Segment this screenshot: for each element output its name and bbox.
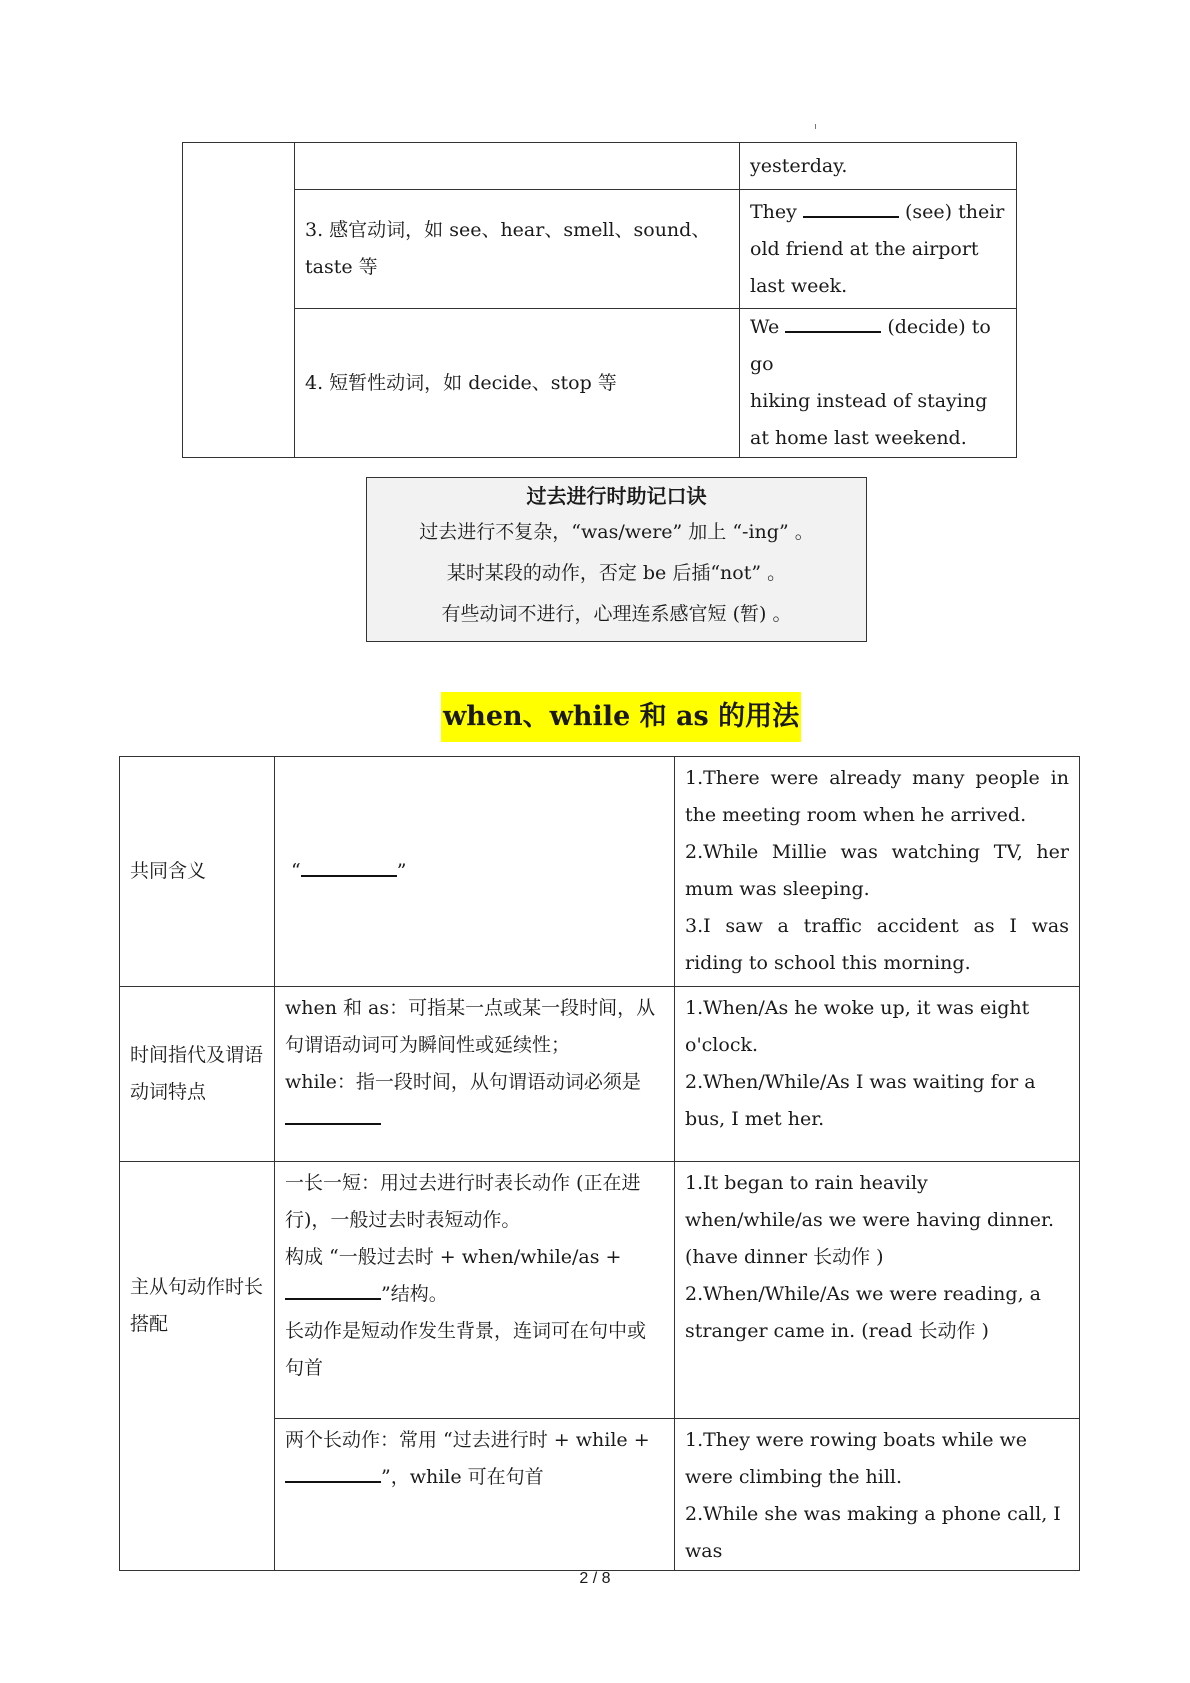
meaning-cell (275, 757, 675, 987)
answer-blank[interactable] (301, 856, 397, 877)
example-text: They (750, 200, 797, 223)
example-text: 1.There were already many people in the meeting room when he arrived. (685, 767, 1069, 826)
mnemonic-line: 过去进行不复杂，“was/were” 加上 “-ing” 。 (419, 521, 814, 543)
example-cell (675, 1162, 1080, 1419)
rule-text: when 和 as：可指某一点或某一段时间，从句谓语动词可为瞬间性或延续性； (285, 997, 656, 1056)
label-text: 共同含义 (130, 860, 207, 882)
example-text: 1.It began to rain heavily when/while/as we were having dinner. (have dinner 长动作 ) (685, 1172, 1055, 1268)
example-text: 1.When/As he woke up, it was eight o'clock. (685, 997, 1030, 1056)
verb-table-continued (182, 142, 1017, 458)
example-cell (675, 757, 1080, 987)
quote-mark: “ (291, 860, 301, 882)
example-text: yesterday. (750, 154, 848, 177)
example-text: 3.I saw a traffic accident as I was riding to school this morning. (685, 915, 1069, 974)
example-cell (675, 987, 1080, 1162)
example-cell (740, 143, 1017, 190)
rule-text: while：指一段时间，从句谓语动词必须是 (285, 1071, 641, 1093)
mnemonic-line: 有些动词不进行，心理连系感官短 (暂) 。 (441, 603, 792, 625)
short-verbs-desc (295, 309, 740, 458)
desc-text: 4. 短暂性动词，如 decide、stop 等 (305, 371, 617, 394)
rule-text: 一长一短：用过去进行时表长动作 (正在进行)，一般过去时表短动作。 (285, 1172, 641, 1231)
example-text: 2.While she was making a phone call, I was (685, 1503, 1061, 1562)
rule-text: ”，while 可在句首 (381, 1466, 544, 1488)
example-cell (675, 1419, 1080, 1571)
answer-blank[interactable] (803, 197, 899, 218)
example-text: (see) their (904, 200, 1005, 223)
example-text: old friend at the airport last week. (750, 237, 979, 297)
when-while-as-table (119, 756, 1080, 1571)
example-text: 2.While Millie was watching TV, her mum was sleeping. (685, 841, 1069, 900)
answer-blank[interactable] (285, 1279, 381, 1300)
example-text: 2.When/While/As we were reading, a stranger came in. (read 长动作 ) (685, 1283, 1041, 1342)
rule-text: 长动作是短动作发生背景，连词可在句中或句首 (285, 1320, 647, 1379)
label-text: 时间指代及谓语动词特点 (130, 1044, 264, 1103)
row-label (120, 757, 275, 987)
sense-verbs-example (740, 190, 1017, 309)
category-cell-empty (183, 143, 295, 458)
answer-blank[interactable] (285, 1462, 381, 1483)
mnemonic-title: 过去进行时助记口诀 (526, 484, 707, 508)
mnemonic-box (366, 477, 867, 642)
rule-cell (275, 1162, 675, 1419)
row-label (120, 987, 275, 1162)
mnemonic-line: 某时某段的动作，否定 be 后插“not” 。 (446, 562, 787, 584)
example-text: We (750, 316, 780, 338)
rule-text: 构成 “一般过去时 + when/while/as + (285, 1246, 622, 1268)
sense-verbs-desc (295, 190, 740, 309)
desc-text: taste 等 (305, 256, 378, 278)
quote-mark: ” (396, 860, 407, 882)
rule-cell (275, 987, 675, 1162)
example-text: (decide) to go (750, 316, 991, 375)
rule-cell (275, 1419, 675, 1571)
rule-text: ”结构。 (381, 1283, 448, 1305)
example-text: 2.When/While/As I was waiting for a bus, I met her. (685, 1071, 1036, 1130)
desc-cell-empty (295, 143, 740, 190)
rule-text: 两个长动作：常用 “过去进行时 + while + (285, 1429, 650, 1451)
section-heading: when、while 和 as 的用法 (441, 692, 801, 742)
example-text: hiking instead of staying at home last weekend. (750, 390, 988, 449)
scan-mark (815, 124, 816, 129)
answer-blank[interactable] (285, 1104, 381, 1125)
answer-blank[interactable] (785, 312, 881, 333)
page-number: 2 / 8 (579, 1570, 611, 1587)
example-text: 1.They were rowing boats while we were climbing the hill. (685, 1429, 1028, 1488)
desc-text: 3. 感官动词，如 see、hear、smell、sound、 (305, 219, 711, 241)
row-label (120, 1162, 275, 1571)
short-verbs-example (740, 309, 1017, 458)
label-text: 主从句动作时长搭配 (130, 1276, 264, 1335)
